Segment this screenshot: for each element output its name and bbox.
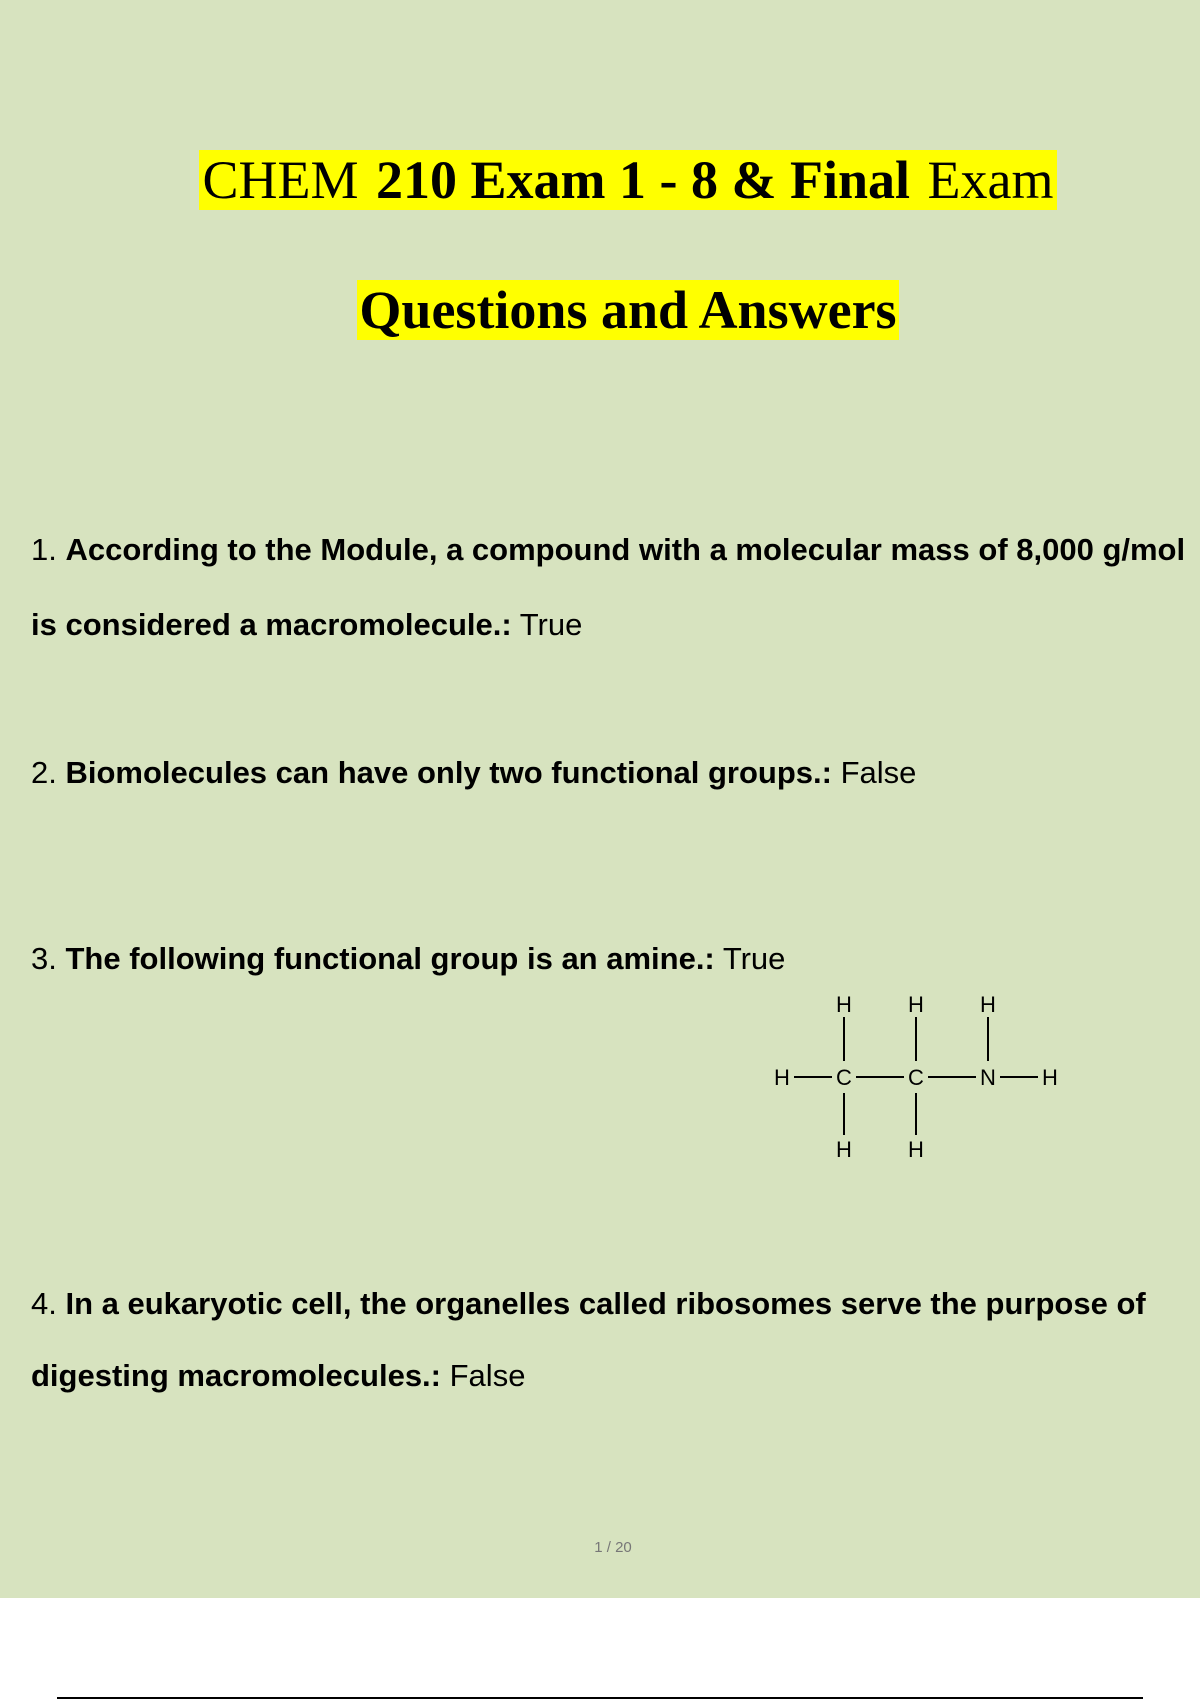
- title-highlight-1: [199, 150, 1058, 210]
- atom-h-c2-top: H: [908, 992, 924, 1017]
- title-highlight-2: Questions and Answers: [359, 280, 897, 340]
- question-1-text-line-1: According to the Module, a compound with a molecular mass of 8,000 g/mol: [65, 532, 1186, 567]
- question-1-line-1: [31, 532, 1185, 568]
- question-2-text: Biomolecules can have only two functional groups.:: [65, 755, 832, 790]
- atom-h-n-top: H: [980, 992, 996, 1017]
- atom-h-c1-top: H: [836, 992, 852, 1017]
- question-1-line-2: [31, 607, 582, 643]
- page-number: 1 / 20: [594, 1539, 632, 1556]
- ethylamine-structure: [770, 985, 1090, 1170]
- question-4-line-2: [31, 1358, 525, 1394]
- question-3: [31, 941, 785, 977]
- question-2-answer: False: [840, 755, 917, 790]
- atom-h-right: H: [1042, 1065, 1058, 1090]
- question-4-number: 4.: [31, 1286, 57, 1321]
- atom-n: N: [980, 1065, 996, 1090]
- question-4-text-line-1: In a eukaryotic cell, the organelles called ribosomes serve the purpose of: [65, 1286, 1146, 1321]
- question-3-answer: True: [722, 941, 786, 976]
- document-title-line-2: [0, 277, 1200, 343]
- title-middle: 210 Exam 1 - 8 & Final: [376, 150, 911, 210]
- atom-h-c1-bottom: H: [836, 1137, 852, 1162]
- question-4-text-line-2: digesting macromolecules.:: [31, 1358, 441, 1393]
- title-word-chem: CHEM: [202, 150, 359, 210]
- atom-c2: C: [908, 1065, 924, 1090]
- atom-c1: C: [836, 1065, 852, 1090]
- question-1-number: 1.: [31, 532, 57, 567]
- question-1-answer: True: [519, 607, 583, 642]
- question-2: [31, 755, 916, 791]
- question-2-number: 2.: [31, 755, 57, 790]
- atom-h-left: H: [774, 1065, 790, 1090]
- next-page-top-rule: [57, 1697, 1143, 1699]
- title-word-exam: Exam: [927, 150, 1054, 210]
- question-3-number: 3.: [31, 941, 57, 976]
- question-1-text-line-2: is considered a macromolecule.:: [31, 607, 512, 642]
- atom-h-c2-bottom: H: [908, 1137, 924, 1162]
- question-4-answer: False: [449, 1358, 526, 1393]
- question-3-text: The following functional group is an amine.:: [65, 941, 715, 976]
- document-title-line-1: [0, 147, 1200, 213]
- question-4-line-1: [31, 1286, 1146, 1322]
